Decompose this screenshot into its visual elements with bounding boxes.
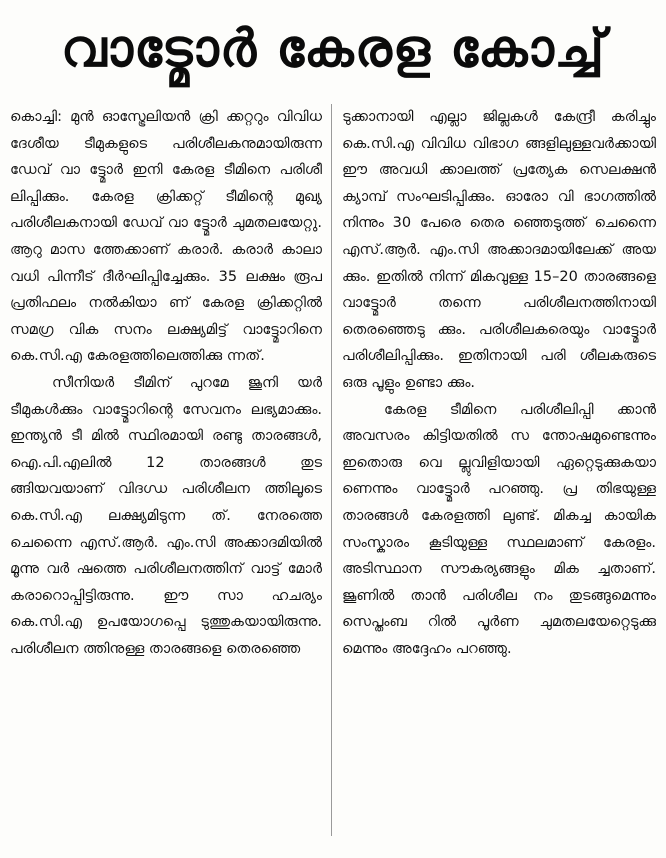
paragraph-left-2: സീനിയർ ടീമിന് പുറമേ ജൂനി യർ ടീമുകൾക്കും വാട്ട്മോറിന്റെ സേവനം ലഭ്യമാക്കും. ഇന്ത്യൻ ടീ മിൽ സ്ഥിരമായി രണ്ടു താരങ്ങൾ, ഐ.പി.എലിൽ 12 താരങ്ങൾ തുട ങ്ങിയവയാണ് വിദഗ്ധ പരിശീലന ത്തിലൂടെ കെ.സി.എ ലക്ഷ്യമിടുന്ന ത്. നേരത്തെ ചെന്നൈ എസ്.ആർ. എം.സി അക്കാദമിയിൽ മൂന്നു വർ ഷത്തെ പരിശീലനത്തിന് വാട്ട് മോർ കരാറൊപ്പിട്ടിരുന്നു. ഈ സാ ഹചര്യം കെ.സി.എ ഉപയോഗപ്പെ ടുത്തുകയായിരുന്നു. പരിശീലന ത്തിനുള്ള താരങ്ങളെ തെരഞ്ഞെ bbox=[10, 374, 322, 657]
article-headline: വാട്മോർ കേരള കോച്ച് bbox=[60, 19, 605, 79]
paragraph-right-1: ടുക്കാനായി എല്ലാ ജില്ലകൾ കേന്ദ്രീ കരിച്ചും കെ.സി.എ വിവിധ വിഭാഗ ങ്ങളിലുള്ളവർക്കായി ഈ അവധി ക്കാലത്ത് പ്രത്യേക സെലക്ഷൻ ക്യാമ്പ് സംഘടിപ്പിക്കും. ഓരോ വി ഭാഗത്തിൽ നിന്നും 30 പേരെ തെര ഞ്ഞെടുത്ത് ചെന്നൈ എസ്.ആർ. എം.സി അക്കാദമായിലേക്ക് അയ ക്കും. ഇതിൽ നിന്ന് മികവുള്ള 15–20 താരങ്ങളെ വാട്ട്മോർ തന്നെ പരിശീലനത്തിനായി തെരഞ്ഞെടു ക്കും. പരിശീലകരെയും വാട്ട്മോർ പരിശീലിപ്പിക്കും. ഇതിനായി പരി ശീലകരുടെ ഒരു പൂളും ഉണ്ടാ ക്കും. bbox=[342, 109, 656, 391]
article-column-right bbox=[342, 104, 656, 844]
paragraph-right-2: കേരള ടീമിനെ പരിശീലിപ്പി ക്കാൻ അവസരം കിട്ടിയതിൽ സ ന്തോഷമുണ്ടെന്നും ഇതൊരു വെ ല്ലുവിളിയായി ഏറ്റെടുക്കുകയാ ണെന്നും വാട്ട്മോർ പറഞ്ഞു. പ്ര തിഭയുള്ള താരങ്ങൾ കേരളത്തി ലുണ്ട്. മികച്ച കായിക സംസ്കാരം കൂടിയുള്ള സ്ഥലമാണ് കേരളം. അടിസ്ഥാന സൗകര്യങ്ങളും മിക ച്ചതാണ്. ജൂണിൽ താൻ പരിശീല നം തുടങ്ങുമെന്നും സെപ്തംബ റിൽ പൂർണ ചുമതലയേറ്റെടുക്കു മെന്നും അദ്ദേഹം പറഞ്ഞു. bbox=[342, 401, 656, 657]
paragraph-left-1: കൊച്ചി: മുൻ ഓസ്ട്രേലിയൻ ക്രി ക്കറ്ററും വിവിധ ദേശീയ ടീമുകളുടെ പരിശീലകനുമായിരുന്ന ഡേവ് വാ ട്ട്മോർ ഇനി കേരള ടീമിനെ പരിശീ ലിപ്പിക്കും. കേരള ക്രിക്കറ്റ് ടീമിന്റെ മുഖ്യ പരിശീലകനായി ഡേവ് വാ ട്ട്മോർ ചുമതലയേറ്റു. ആറു മാസ ത്തേക്കാണ് കരാർ. കരാർ കാലാ വധി പിന്നീട് ദീർഘിപ്പിച്ചേക്കും. 35 ലക്ഷം രൂപ പ്രതിഫലം നൽകിയാ ണ് കേരള ക്രിക്കറ്റിൽ സമഗ്ര വിക സനം ലക്ഷ്യമിട്ട് വാട്ട്മോറിനെ കെ.സി.എ കേരളത്തിലെത്തിക്കു ന്നത്. bbox=[10, 109, 322, 365]
article-column-left bbox=[10, 104, 322, 844]
column-divider bbox=[331, 104, 332, 836]
